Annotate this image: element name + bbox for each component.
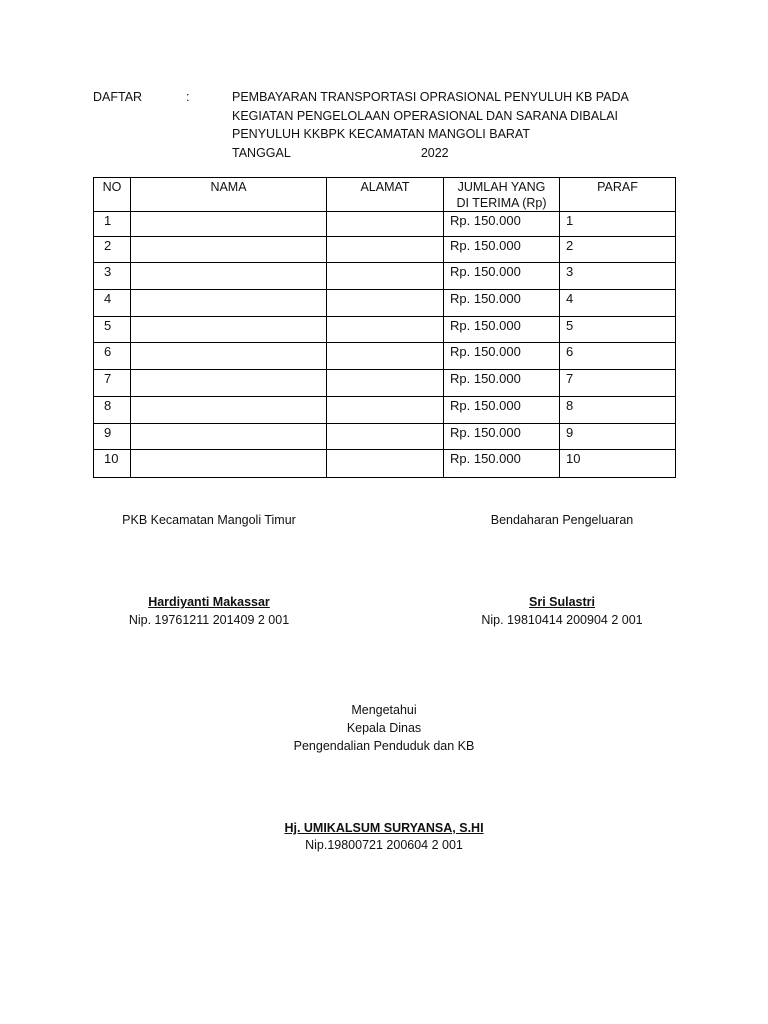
document-header bbox=[93, 88, 693, 162]
header-line-1: PEMBAYARAN TRANSPORTASI OPRASIONAL PENYULUH KB PADA bbox=[232, 90, 629, 104]
cell-jumlah: Rp. 150.000 bbox=[444, 450, 560, 478]
cell-alamat bbox=[327, 343, 444, 370]
cell-alamat bbox=[327, 370, 444, 397]
header-line-2: KEGIATAN PENGELOLAAN OPERASIONAL DAN SARANA DIBALAI bbox=[232, 108, 618, 123]
cell-nama bbox=[131, 370, 327, 397]
cell-alamat bbox=[327, 397, 444, 424]
cell-alamat bbox=[327, 263, 444, 290]
column-header-no: NO bbox=[94, 178, 131, 212]
cell-paraf: 6 bbox=[560, 343, 676, 370]
cell-alamat bbox=[327, 212, 444, 237]
signature-right-nip: Nip. 19810414 200904 2 001 bbox=[481, 613, 643, 627]
cell-jumlah: Rp. 150.000 bbox=[444, 212, 560, 237]
cell-alamat bbox=[327, 450, 444, 478]
cell-jumlah: Rp. 150.000 bbox=[444, 263, 560, 290]
table-row bbox=[94, 317, 676, 343]
cell-no: 4 bbox=[94, 290, 131, 317]
cell-no: 8 bbox=[94, 397, 131, 424]
header-row-1 bbox=[93, 88, 693, 107]
cell-no: 10 bbox=[94, 450, 131, 478]
cell-no: 7 bbox=[94, 370, 131, 397]
cell-nama bbox=[131, 263, 327, 290]
cell-nama bbox=[131, 424, 327, 450]
signature-center-name: Hj. UMIKALSUM SURYANSA, S.HI bbox=[284, 821, 484, 835]
header-row-3 bbox=[93, 125, 693, 144]
signature-left-nip: Nip. 19761211 201409 2 001 bbox=[128, 613, 290, 627]
signature-center-nip: Nip.19800721 200604 2 001 bbox=[305, 838, 463, 852]
table-row bbox=[94, 212, 676, 237]
cell-paraf: 9 bbox=[560, 424, 676, 450]
cell-alamat bbox=[327, 237, 444, 263]
table-row bbox=[94, 263, 676, 290]
table-row bbox=[94, 343, 676, 370]
header-label: DAFTAR bbox=[93, 90, 143, 104]
cell-alamat bbox=[327, 424, 444, 450]
column-header-nama: NAMA bbox=[131, 178, 327, 212]
cell-nama bbox=[131, 212, 327, 237]
cell-nama bbox=[131, 397, 327, 424]
cell-jumlah: Rp. 150.000 bbox=[444, 317, 560, 343]
cell-paraf: 4 bbox=[560, 290, 676, 317]
cell-paraf: 10 bbox=[560, 450, 676, 478]
cell-nama bbox=[131, 290, 327, 317]
cell-jumlah: Rp. 150.000 bbox=[444, 424, 560, 450]
cell-paraf: 5 bbox=[560, 317, 676, 343]
signature-center-line1: Mengetahui bbox=[351, 703, 417, 717]
column-header-jumlah: JUMLAH YANG DI TERIMA (Rp) bbox=[444, 178, 560, 212]
cell-nama bbox=[131, 317, 327, 343]
cell-jumlah: Rp. 150.000 bbox=[444, 290, 560, 317]
cell-jumlah: Rp. 150.000 bbox=[444, 343, 560, 370]
header-colon: : bbox=[186, 90, 190, 104]
header-row-2 bbox=[93, 107, 693, 126]
cell-nama bbox=[131, 343, 327, 370]
cell-paraf: 8 bbox=[560, 397, 676, 424]
table-row bbox=[94, 370, 676, 397]
cell-jumlah: Rp. 150.000 bbox=[444, 237, 560, 263]
table-row bbox=[94, 237, 676, 263]
cell-jumlah: Rp. 150.000 bbox=[444, 397, 560, 424]
column-header-alamat: ALAMAT bbox=[327, 178, 444, 212]
cell-alamat bbox=[327, 290, 444, 317]
signature-left-name: Hardiyanti Makassar bbox=[148, 595, 270, 609]
cell-no: 3 bbox=[94, 263, 131, 290]
table-row bbox=[94, 397, 676, 424]
cell-alamat bbox=[327, 317, 444, 343]
signature-right-name: Sri Sulastri bbox=[529, 595, 595, 609]
signature-left-title: PKB Kecamatan Mangoli Timur bbox=[122, 513, 296, 527]
cell-paraf: 2 bbox=[560, 237, 676, 263]
cell-no: 6 bbox=[94, 343, 131, 370]
cell-paraf: 7 bbox=[560, 370, 676, 397]
table-row bbox=[94, 450, 676, 478]
table-header-row bbox=[94, 178, 676, 212]
tanggal-label: TANGGAL bbox=[232, 145, 291, 160]
signature-center-line3: Pengendalian Penduduk dan KB bbox=[293, 739, 475, 753]
cell-paraf: 3 bbox=[560, 263, 676, 290]
signature-right-title: Bendaharan Pengeluaran bbox=[490, 513, 634, 527]
column-header-paraf: PARAF bbox=[560, 178, 676, 212]
cell-no: 9 bbox=[94, 424, 131, 450]
table-row bbox=[94, 290, 676, 317]
tanggal-year: 2022 bbox=[420, 145, 449, 160]
header-line-3: PENYULUH KKBPK KECAMATAN MANGOLI BARAT bbox=[232, 127, 530, 141]
signature-center-line2: Kepala Dinas bbox=[346, 721, 422, 735]
cell-nama bbox=[131, 237, 327, 263]
cell-no: 2 bbox=[94, 237, 131, 263]
cell-no: 5 bbox=[94, 317, 131, 343]
cell-no: 1 bbox=[94, 212, 131, 237]
header-row-tanggal bbox=[93, 144, 693, 163]
cell-jumlah: Rp. 150.000 bbox=[444, 370, 560, 397]
table-row bbox=[94, 424, 676, 450]
cell-nama bbox=[131, 450, 327, 478]
payment-table bbox=[93, 177, 676, 478]
cell-paraf: 1 bbox=[560, 212, 676, 237]
